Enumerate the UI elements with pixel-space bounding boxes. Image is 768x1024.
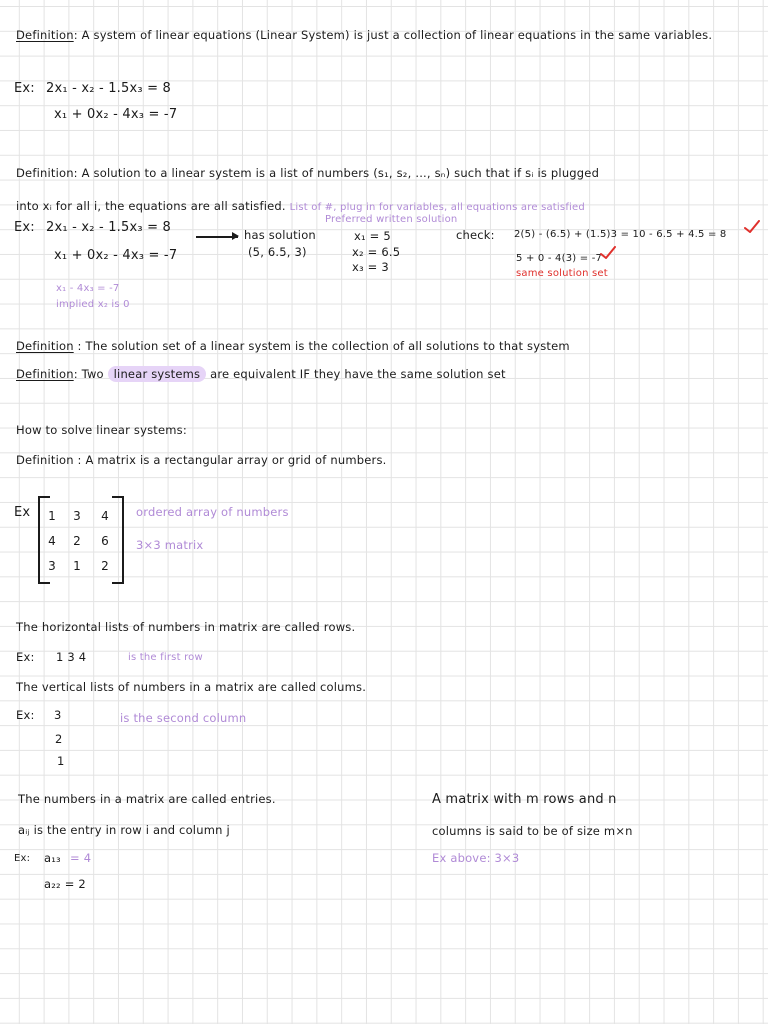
matrix-size-note: 3×3 matrix [136, 538, 204, 552]
definition-colon: : [77, 339, 82, 353]
equation-1: 2x₁ - x₂ - 1.5x₃ = 8 [46, 81, 171, 96]
definition-text: A system of linear equations (Linear System) is just a collection of linear equations in the same variables. [81, 28, 713, 42]
highlighted-term: linear systems [108, 366, 207, 382]
matrix-entry: 2 [73, 534, 81, 548]
check-label: check: [456, 228, 495, 242]
equation-2: x₁ + 0x₂ - 4x₃ = -7 [54, 107, 178, 122]
column-example-note: is the second column [120, 711, 247, 725]
matrix-entry: 3 [48, 559, 56, 573]
entries-definition: The numbers in a matrix are called entries. [18, 792, 276, 806]
example-label: Ex: [16, 708, 35, 722]
example-label: Ex: [14, 81, 35, 96]
red-checkmark-icon [600, 246, 616, 260]
columns-definition: The vertical lists of numbers in a matrix are called colums. [16, 680, 367, 694]
column-entry: 1 [57, 754, 65, 768]
definition-label: Definition [16, 339, 74, 353]
rows-definition: The horizontal lists of numbers in matrix are called rows. [16, 620, 356, 634]
definition-text: into xᵢ for all i, the equations are all satisfied. [16, 199, 286, 213]
matrix-entry: 4 [101, 509, 109, 523]
example-label: Ex [14, 505, 31, 520]
preferred-solution-note: Preferred written solution [325, 214, 458, 225]
definition-text: Two [81, 367, 104, 381]
matrix-entry: 1 [73, 559, 81, 573]
definition-2-line-1 [16, 166, 599, 180]
equation-2: x₁ + 0x₂ - 4x₃ = -7 [54, 248, 178, 263]
solution-x3: x₃ = 3 [352, 260, 389, 274]
definition-label: Definition: [16, 166, 78, 180]
row-example-note: is the first row [128, 652, 203, 663]
margin-note: List of #, plug in for variables, all equations are satisfied [289, 202, 585, 213]
definition-1 [16, 28, 712, 42]
check-equation-2: 5 + 0 - 4(3) = -7 [516, 253, 603, 264]
definition-colon: : [73, 28, 78, 42]
solution-x1: x₁ = 5 [354, 229, 391, 243]
solution-x2: x₂ = 6.5 [352, 245, 401, 259]
equation-1: 2x₁ - x₂ - 1.5x₃ = 8 [46, 220, 171, 235]
matrix-definition [16, 453, 387, 467]
definition-text: : A matrix is a rectangular array or grid of numbers. [77, 453, 387, 467]
matrix-note: ordered array of numbers [136, 505, 289, 519]
definition-colon: : [73, 367, 78, 381]
example-label: Ex: [16, 650, 35, 664]
definition-4 [16, 367, 506, 381]
matrix-entry: 3 [73, 509, 81, 523]
implied-x2-note: implied x₂ is 0 [56, 299, 130, 310]
entry-a13-value: = 4 [70, 851, 92, 865]
section-heading: How to solve linear systems: [16, 423, 187, 437]
row-example-values: 1 3 4 [56, 650, 87, 664]
matrix-size-line-2: columns is said to be of size m×n [432, 824, 633, 838]
example-label: Ex: [14, 853, 31, 864]
definition-label: Definition [16, 367, 74, 381]
column-entry: 3 [54, 708, 62, 722]
matrix-entry: 6 [101, 534, 109, 548]
entry-notation-definition: aᵢⱼ is the entry in row i and column j [18, 823, 230, 837]
definition-label: Definition [16, 28, 74, 42]
definition-3 [16, 339, 570, 353]
matrix-size-line-1: A matrix with m rows and n [432, 792, 617, 807]
column-entry: 2 [55, 732, 63, 746]
matrix-size-example: Ex above: 3×3 [432, 851, 520, 865]
check-equation-1: 2(5) - (6.5) + (1.5)3 = 10 - 6.5 + 4.5 = 8 [514, 229, 727, 240]
definition-text: are equivalent IF they have the same solution set [210, 367, 506, 381]
matrix-entry: 4 [48, 534, 56, 548]
example-label: Ex: [14, 220, 35, 235]
red-checkmark-icon [744, 220, 760, 234]
entry-a22: a₂₂ = 2 [44, 877, 86, 891]
has-solution-text: has solution [244, 228, 316, 242]
matrix-entry: 2 [101, 559, 109, 573]
matrix-entry: 1 [48, 509, 56, 523]
definition-text: The solution set of a linear system is the collection of all solutions to that system [85, 339, 570, 353]
definition-label: Definition [16, 453, 74, 467]
entry-a13: a₁₃ [44, 851, 61, 865]
definition-2-line-2 [16, 199, 585, 215]
solution-tuple: (5, 6.5, 3) [248, 245, 307, 259]
implied-equation-note: x₁ - 4x₃ = -7 [56, 283, 120, 294]
right-arrow-icon [196, 236, 238, 238]
same-solution-note: same solution set [516, 268, 608, 279]
definition-text: A solution to a linear system is a list of numbers (s₁, s₂, ..., sₙ) such that if sᵢ is plugged [81, 166, 600, 180]
